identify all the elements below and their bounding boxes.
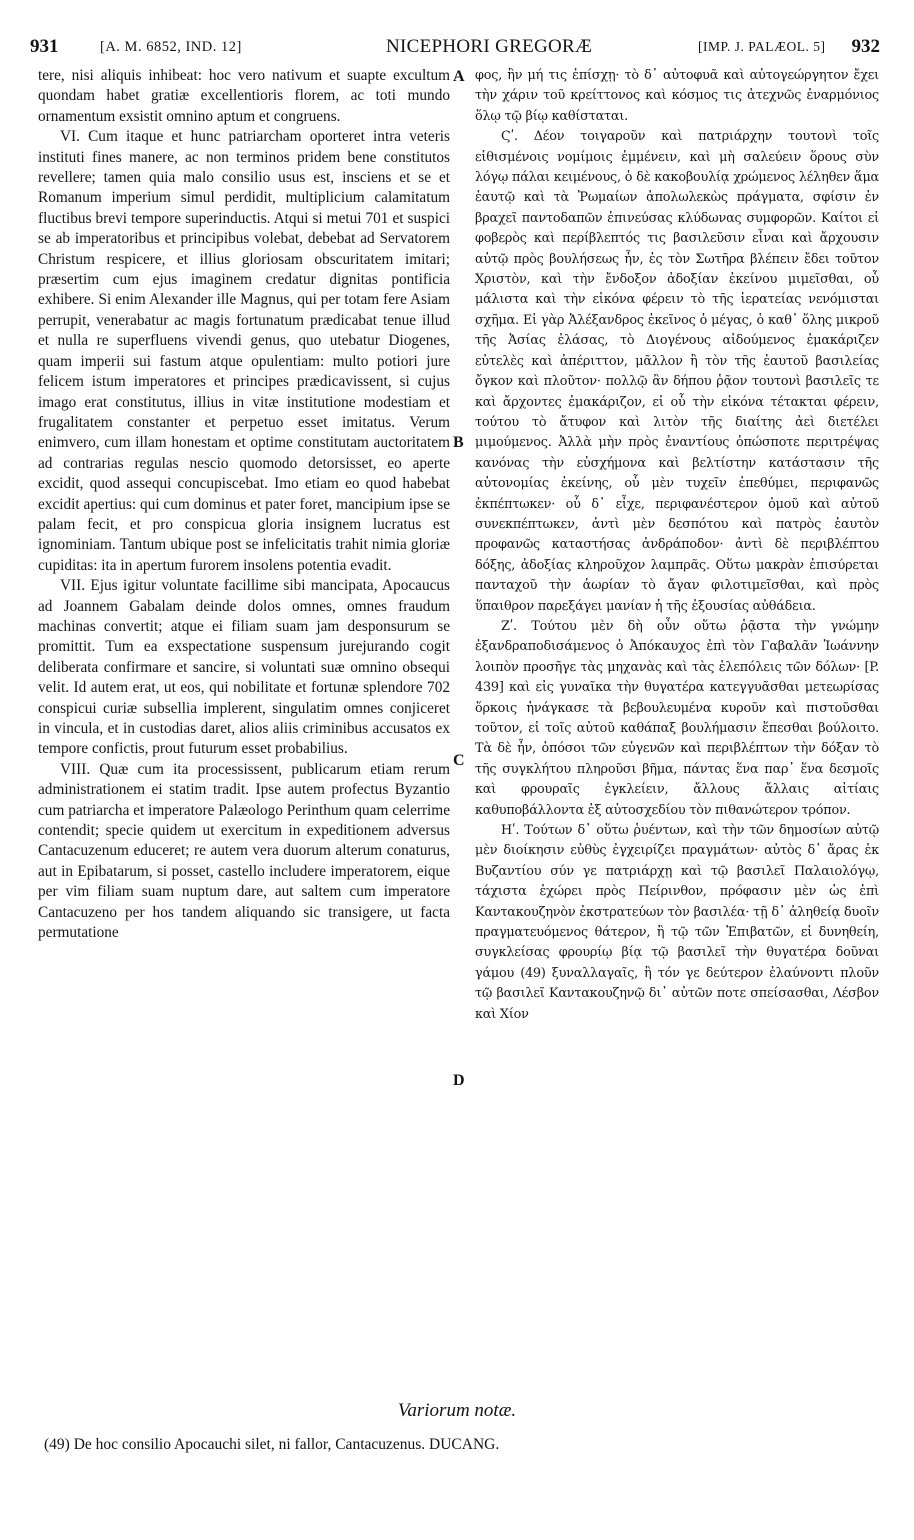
page-number-right: 932 — [851, 36, 880, 57]
greek-paragraph-8: Ηʹ. Τούτων δ᾽ οὕτω ῥυέντων, καὶ τὴν τῶν δημοσίων αὐτῷ μὲν διοίκησιν εὐθὺς ἐγχειρίζει πραγμάτων· αὐτὸς δ᾽ ἄρας ἐκ Βυζαντίου σύν γε πατριάρχῃ καὶ τῷ βασιλεῖ Παλαιολόγῳ, τάχιστα ἐχώρει πρὸς Πείρινθον, πρόφασιν μὲν ὡς ἐπὶ Καντακουζηνὸν ἐκστρατεύων τὸν βασιλέα· τῇ δ᾽ ἀληθείᾳ δυοῖν πραγματευόμενος θάτερον, ἢ τῷ τῶν Ἐπιβατῶν, εἰ δυνηθείη, συγκλείσας φρουρίῳ βίᾳ τῷ βασιλεῖ τὴν θυγατέρα δοῦναι γάμου (49) ξυναλλαγαῖς, ἢ τόν γε δεύτερον ἐλαύνοντι πλοῦν τῷ βασιλεῖ Καντακουζηνῷ δι᾽ αὐτῶν ποτε σπείσασθαι, Λέσβον καὶ Χίον — [475, 823, 879, 1022]
page-header — [30, 36, 880, 62]
margin-letter-b: B — [453, 434, 464, 451]
latin-paragraph-1: tere, nisi aliquis inhibeat: hoc vero nativum et suapte excultum quondam habet gratiæ excellentioris florem, ac toti mundo ornamentum exsistit omnino aptum et congruens. — [38, 67, 450, 125]
running-title: NICEPHORI GREGORÆ — [386, 36, 593, 57]
notes-heading: Variorum notæ. — [397, 1400, 517, 1421]
header-meta-right: [IMP. J. PALÆOL. 5] — [698, 39, 826, 54]
latin-paragraph-8: VIII. Quæ cum ita processissent, publicarum etiam rerum administrationem ei statim tradit. Ipse autem profectus Byzantio cum patriarcha et imperatore Palæologo Perinthum quam celerrime contendit; specie quidem ut exercitum in expeditionem adversus Cantacuzenum educeret; re autem vera duorum alterum conaturus, aut in Epibatarum, si posset, castello includere imperatorem, eique per vim filiam suam nuptum dare, aut saltem cum imperatore Cantacuzeno per hos tandem aliquando sic transigere, ut facta permutatione — [38, 760, 450, 942]
greek-column — [475, 66, 879, 1025]
page-number-left: 931 — [30, 36, 59, 57]
margin-letter-d: D — [453, 1072, 465, 1089]
latin-paragraph-6: VI. Cum itaque et hunc patriarcham oporteret intra veteris instituti fines manere, ac non terminos pridem bene constitutos revellere; tamen quia malo consilio usus est, insciens et se et Romanum imperium simul perdidit, multiplicium calamitatum fluctibus brevi tempore superinductis. Atqui si metui 701 et suspici se ab imperatoribus et principibus volebat, debebat ad Servatorem Christum respicere, et illius gloriosam obscuritatem imitari; præsertim cum ejus imaginem credatur dignitas pontificia exhibere. Si enim Alexander ille Magnus, qui per totam fere Asiam perrupit, venerabatur ac magis fortunatum prædicabat tenue illud et nulla re superfluens vivendi genus, quo utebatur Diogenes, quam imperii sui fastum atque opulentiam: multo potiori jure felicem istum imperatores et principes prædicavissent, si cujus imago erat constitutus, illius in vitæ institutione modestiam et frugalitatem constanter et perpetuo esset imitatus. Verum enimvero, cum illam honestam et optime constitutam auctoritatem ad contrarias regulas nescio quomodo detorsisset, eo aperte excidit, quod assequi concupiscebat. Imo etiam eo quod habebat excidit apertius: qui cum dominus et pater foret, mancipium ipse se palam fecit, et pro conspicua gloria insignem lucratus est ignominiam. Tantum ubique post se infelicitatis trahit nimia gloriæ cupiditas: ita in apertum furorem insolens potentia evadit. — [38, 128, 450, 574]
greek-paragraph-6: Ϛʹ. Δέον τοιγαροῦν καὶ πατριάρχην τουτονὶ τοῖς εἰθισμένοις νομίμοις ἐμμένειν, καὶ μὴ σαλεύειν ὅρους σὺν λόγῳ πάλαι κειμένους, ὁ δὲ κακοβουλίᾳ χρώμενος λέληθεν ἅμα ἑαυτῷ καὶ τὰ Ῥωμαίων ἀπολωλεκὼς πράγματα, σφίσιν ἐν βραχεῖ παντοδαπῶν ἐπινεύσας κλύδωνας συμφορῶν. Καίτοι εἰ φοβερὸς καὶ περίβλεπτός τις βασιλεῦσιν εἶναι καὶ ἄρχουσιν αὐτῷ πρὸς βουλήσεως ἦν, ἐς τὸν Σωτῆρα βλέπειν ἔδει τοῦτον Χριστὸν, καὶ τὴν ἔνδοξον ἀδοξίαν ἐκείνου μιμεῖσθαι, οὗ μάλιστα καὶ τὴν εἰκόνα φέρειν τὸ τῆς ἱερατείας νενόμισται σχῆμα. Εἰ γὰρ Ἀλέξανδρος ἐκεῖνος ὁ μέγας, ὁ καθ᾽ ὅλης μικροῦ τῆς Ἀσίας ἐλάσας, τὸ Διογένους αἰδούμενος ἐμακάριζεν εὐτελὲς καὶ ἀπέριττον, μᾶλλον ἢ τὸν τῆς ἑαυτοῦ βασιλείας ὄγκον καὶ πλοῦτον· πολλῷ ἂν δήπου ῥᾷον τουτονὶ βασιλεῖς τε καὶ ἄρχοντες ἐμακάριζον, εἰ οὗ τὴν εἰκόνα τέτακται φέρειν, τούτου τὸ ἄτυφον καὶ λιτὸν τῆς διαίτης ἀεὶ διετέλει μιμούμενος. Ἀλλὰ μὴν πρὸς ἐναντίους ὁπώσποτε περιτρέψας κανόνας τὴν εὐσχήμονα καὶ βελτίστην κατάστασιν τῆς αὐτονομίας ἐκείνης, οὗ μὲν τυχεῖν ἐπεθύμει, περιφανῶς ἐκπέπτωκεν· οὗ δ᾽ εἶχε, περιφανέστερον ὁμοῦ καὶ αὐτοῦ συνεκπέπτωκεν, ἀντὶ μὲν δεσπότου καὶ πατρὸς ἑαυτὸν προφανῶς καταστήσας ἀνδράποδον· ἀντὶ δὲ περιβλέπτου δόξης, ἀδοξίας κληροῦχον λαμπρᾶς. Οὕτω μακρὰν ἐπισύρεται πανταχοῦ τὴν ἀωρίαν τὸ ἄγαν φιλοτιμεῖσθαι, καὶ πρὸς ὕπαιθρον παρεξάγει μανίαν ἡ τῆς ἐξουσίας αὐθάδεια. — [475, 129, 879, 614]
latin-paragraph-7: VII. Ejus igitur voluntate facillime sibi mancipata, Apocaucus ad Joannem Gabalam deinde dolos omnes, omnes fraudum machinas convertit; atque ei filiam suam jam desponsurum se promittit. Tum ea exspectatione suspensum jurejurando cogit deliberata confirmare et sancire, si voluntati suæ omnino obsequi velit. Id autem erat, ut eos, qui nobilitate et fortunæ splendore 702 conspicui curiæ subsellia implerent, singulatim omnes conjiceret in vincula, et in custodias daret, alios aliis criminibus accusatos ex tempore confictis, prout futurum esset probabilius. — [38, 577, 450, 758]
greek-paragraph-1: φος, ἣν μή τις ἐπίσχῃ· τὸ δ᾽ αὐτοφυᾶ καὶ αὐτογεώργητον ἔχει τὴν χάριν τοῦ κρείττονος καὶ κόσμος τις ἀτεχνῶς ἐναρμόνιος ὅλῳ τῷ βίῳ καθίσταται. — [475, 68, 879, 124]
margin-letter-a: A — [453, 68, 465, 85]
footnote: (49) De hoc consilio Apocauchi silet, ni fallor, Cantacuzenus. DUCANG. — [44, 1436, 500, 1453]
header-meta-left: [A. M. 6852, IND. 12] — [100, 39, 242, 55]
latin-column — [38, 66, 450, 943]
greek-paragraph-7: Ζʹ. Τούτου μὲν δὴ οὖν οὕτω ῥᾷστα τὴν γνώμην ἐξανδραποδισάμενος ὁ Ἀπόκαυχος ἐπὶ τὸν Γαβαλᾶν Ἰωάννην λοιπὸν προσῆγε τὰς μηχανὰς καὶ τὰς ἑλεπόλεις τῶν δόλων· [P. 439] καὶ εἰς γυναῖκα τὴν θυγατέρα κατεγγυᾶσθαι μετεωρίσας ὅρκοις ἠνάγκασε τὰ βεβουλευμένα κυροῦν καὶ πιστοῦσθαι τοῦτον, εἰ τοῖς αὐτοῦ καθάπαξ βουλήμασιν ἕπεσθαι βούλοιτο. Τὰ δὲ ἦν, ὁπόσοι τῶν εὐγενῶν καὶ περιβλέπτων τὴν δόξαν τὸ τῆς συγκλήτου πληροῦσι βῆμα, πάντας ἕνα παρ᾽ ἕνα δεσμοῖς καὶ φρουραῖς ἐγκλείειν, ἄλλους ἄλλαις αἰτίαις καθυποβάλλοντα ἐξ αὐτοσχεδίου τὸν πιθανώτερον τρόπον. — [475, 618, 879, 818]
margin-letter-c: C — [453, 752, 465, 769]
